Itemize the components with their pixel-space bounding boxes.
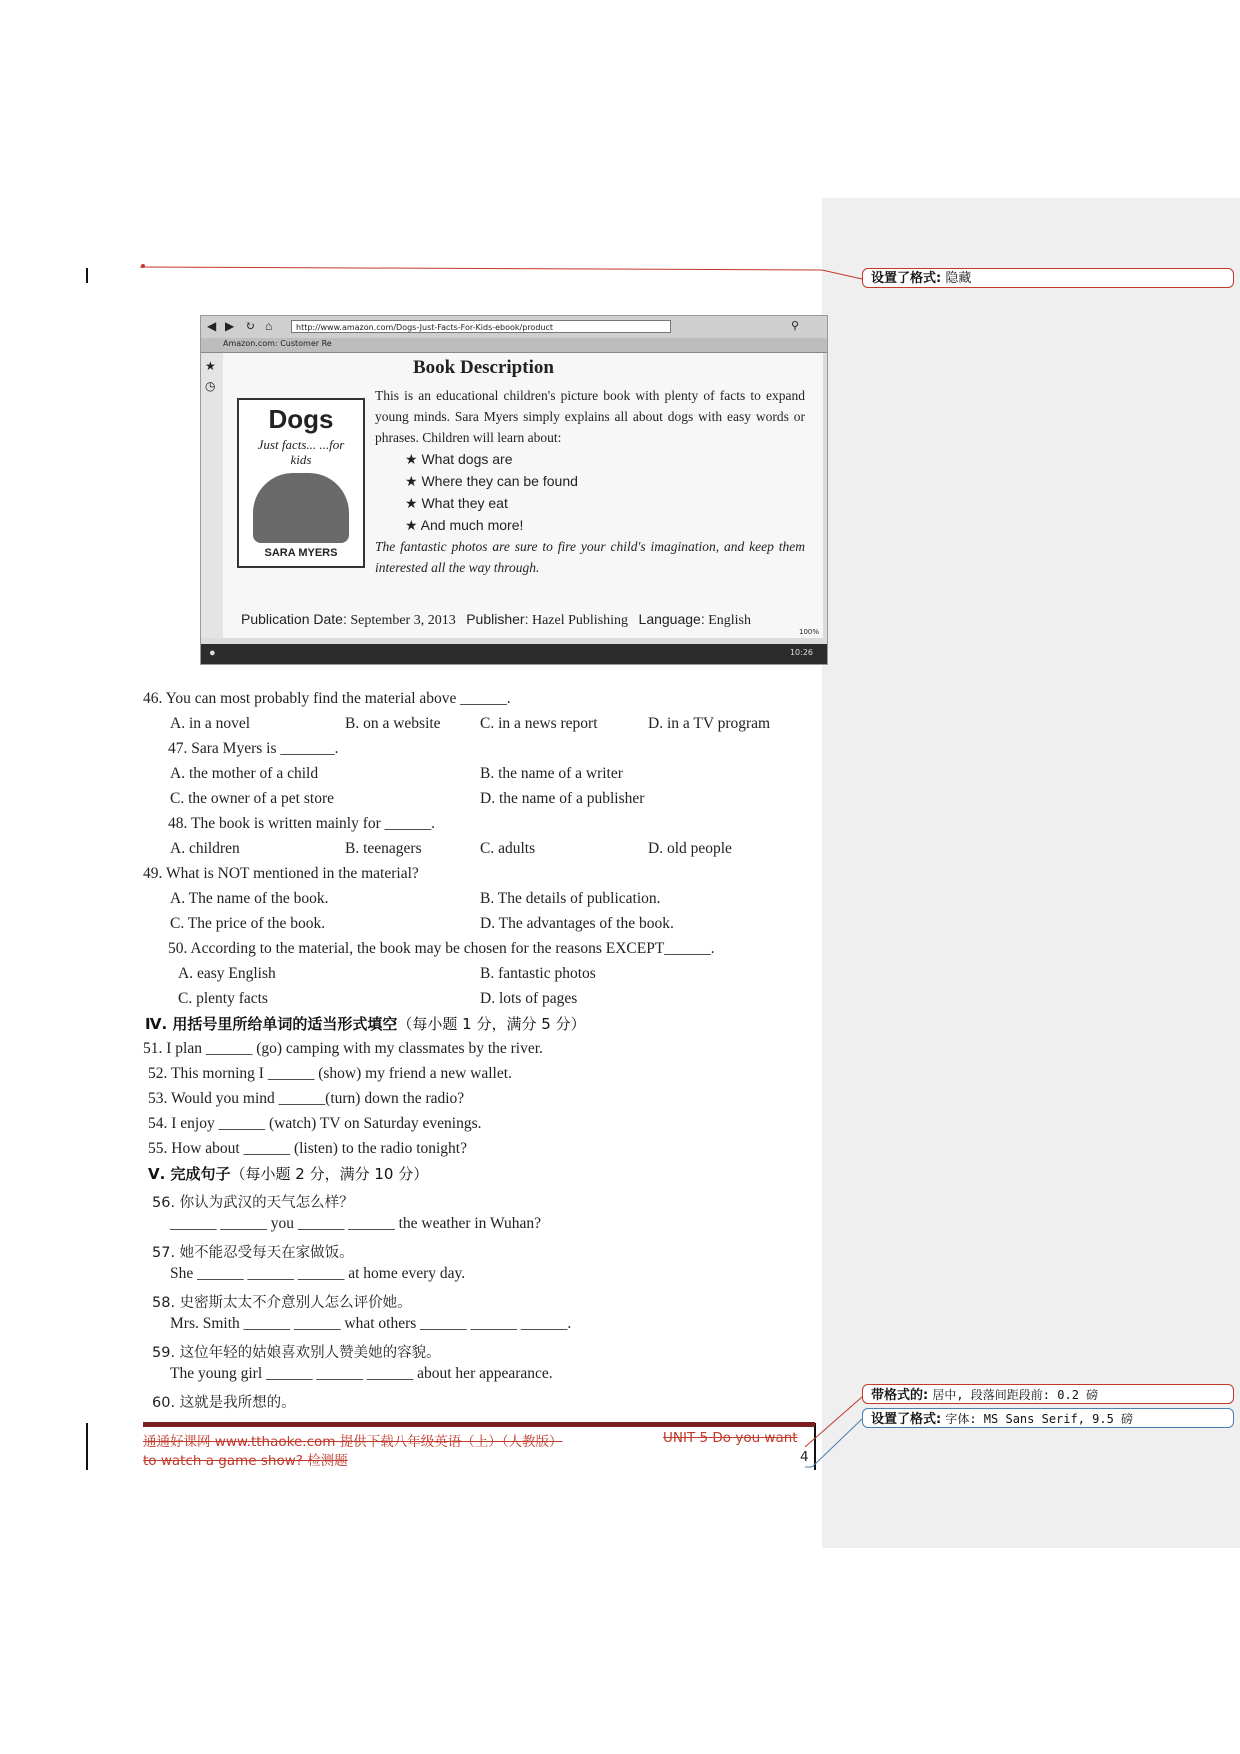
q48-option-a: A. children xyxy=(170,840,240,857)
sentence-59-chinese: 59. 这位年轻的姑娘喜欢别人赞美她的容貌。 xyxy=(152,1345,441,1361)
comment-leader-1b xyxy=(822,270,862,279)
clock: 10:26 xyxy=(789,648,813,657)
comment-balloon-hidden[interactable] xyxy=(862,268,1234,288)
fill-item: 51. I plan ______ (go) camping with my classmates by the river. xyxy=(143,1040,543,1057)
comment-label: 设置了格式: xyxy=(871,271,942,286)
search-icon: ⚲ xyxy=(791,320,800,332)
q50-option-b: B. fantastic photos xyxy=(480,965,596,982)
browser-toolbar xyxy=(201,316,827,339)
home-icon: ⌂ xyxy=(265,319,273,333)
q48-option-c: C. adults xyxy=(480,840,536,857)
bullet-item: ★ And much more! xyxy=(405,517,524,533)
zoom-level: 100% xyxy=(798,628,819,636)
os-taskbar xyxy=(201,644,827,664)
footer-link-line2[interactable]: to watch a game show? 检测题 xyxy=(143,1453,348,1469)
cover-author: SARA MYERS xyxy=(264,547,338,559)
cover-subtitle: Just facts... ...for kids xyxy=(257,437,345,467)
sentence-58-chinese: 58. 史密斯太太不介意别人怎么评价她。 xyxy=(152,1295,412,1311)
web-page-content xyxy=(223,353,823,638)
bullet-item: ★ What dogs are xyxy=(405,451,513,467)
q47-option-d: D. the name of a publisher xyxy=(480,790,645,807)
question-47-stem: 47. Sara Myers is _______. xyxy=(168,740,339,757)
q46-option-b: B. on a website xyxy=(345,715,441,732)
page-number: 4 xyxy=(800,1449,809,1465)
tab-label: Amazon.com: Customer Re xyxy=(223,339,332,348)
history-icon: ◷ xyxy=(205,379,216,393)
q49-option-d: D. The advantages of the book. xyxy=(480,915,674,932)
start-icon: ● xyxy=(209,647,216,659)
section-4-heading: Ⅳ. 用括号里所给单词的适当形式填空（每小题 1 分，满分 5 分） xyxy=(145,1015,586,1033)
comment-balloon-font[interactable] xyxy=(862,1408,1234,1428)
q49-option-a: A. The name of the book. xyxy=(170,890,329,907)
comment-text: 字体: MS Sans Serif, 9.5 磅 xyxy=(945,1412,1134,1426)
q46-option-c: C. in a news report xyxy=(480,715,598,732)
bullet-item: ★ What they eat xyxy=(405,495,508,511)
comment-balloon-centered[interactable] xyxy=(862,1384,1234,1404)
q49-option-b: B. The details of publication. xyxy=(480,890,661,907)
anchor-dot-1 xyxy=(141,264,145,268)
q50-option-c: C. plenty facts xyxy=(178,990,268,1007)
fill-item: 52. This morning I ______ (show) my friend a new wallet. xyxy=(148,1065,512,1082)
sentence-57-chinese: 57. 她不能忍受每天在家做饭。 xyxy=(152,1245,354,1261)
tab-bar xyxy=(201,338,827,353)
question-49-stem: 49. What is NOT mentioned in the material? xyxy=(143,865,419,882)
book-cover xyxy=(237,398,365,568)
forward-icon: ▶ xyxy=(225,319,235,333)
sentence-57-english: She ______ ______ ______ at home every day. xyxy=(170,1265,466,1282)
section-5-heading: Ⅴ. 完成句子（每小题 2 分，满分 10 分） xyxy=(148,1165,429,1183)
q50-option-a: A. easy English xyxy=(178,965,276,982)
q47-option-a: A. the mother of a child xyxy=(170,765,319,782)
question-46-stem: 46. You can most probably find the material above ______. xyxy=(143,690,511,707)
bullet-item: ★ Where they can be found xyxy=(405,473,578,489)
sentence-56-english: ______ ______ you ______ ______ the weather in Wuhan? xyxy=(170,1215,542,1232)
question-48-stem: 48. The book is written mainly for ______. xyxy=(168,815,436,832)
description-intro: This is an educational children's picture book with plenty of facts to expand young minds. Sara Myers simply explains all about dogs with easy words or phrases. Children will learn about: xyxy=(375,388,805,445)
question-50-stem: 50. According to the material, the book may be chosen for the reasons EXCEPT______. xyxy=(168,940,715,957)
refresh-icon: ↻ xyxy=(245,319,256,333)
q48-option-b: B. teenagers xyxy=(345,840,422,857)
q47-option-b: B. the name of a writer xyxy=(480,765,623,782)
footer-unit-title[interactable]: UNIT 5 Do you want xyxy=(663,1430,798,1446)
book-description-screenshot xyxy=(200,315,828,665)
q46-option-a: A. in a novel xyxy=(170,715,251,732)
description-text xyxy=(375,385,805,578)
q49-option-c: C. The price of the book. xyxy=(170,915,326,932)
browser-side-rail xyxy=(201,353,224,638)
back-icon: ◀ xyxy=(207,319,217,333)
comment-leader-1 xyxy=(140,267,822,270)
q50-option-d: D. lots of pages xyxy=(480,990,578,1007)
url-bar: http://www.amazon.com/Dogs-Just-Facts-For-Kids-ebook/product xyxy=(291,320,671,333)
description-closing: The fantastic photos are sure to fire your child's imagination, and keep them interested all the way through. xyxy=(375,539,805,575)
q47-option-c: C. the owner of a pet store xyxy=(170,790,334,807)
book-description-heading: Book Description xyxy=(413,357,554,378)
comment-leader-3 xyxy=(812,1419,862,1467)
publication-info: Publication Date: September 3, 2013 Publisher: Hazel Publishing Language: English xyxy=(241,611,751,628)
dog-photo xyxy=(253,473,349,543)
sentence-60-chinese: 60. 这就是我所想的。 xyxy=(152,1395,296,1411)
sentence-58-english: Mrs. Smith ______ ______ what others ______ ______ ______. xyxy=(170,1315,572,1332)
sentence-56-chinese: 56. 你认为武汉的天气怎么样？ xyxy=(152,1195,354,1211)
comment-text: 隐藏 xyxy=(945,271,972,286)
comment-label: 带格式的: xyxy=(871,1388,929,1403)
star-icon: ★ xyxy=(205,359,216,373)
sentence-59-english: The young girl ______ ______ ______ about her appearance. xyxy=(170,1365,553,1382)
fill-item: 54. I enjoy ______ (watch) TV on Saturday evenings. xyxy=(148,1115,482,1132)
footer-rule xyxy=(143,1422,815,1427)
cover-title: Dogs xyxy=(268,404,334,434)
fill-item: 53. Would you mind ______(turn) down the radio? xyxy=(148,1090,465,1107)
q48-option-d: D. old people xyxy=(648,840,732,857)
footer-link-line1[interactable]: 通通好课网 www.tthaoke.com 提供下载八年级英语（上）（人教版） xyxy=(143,1434,563,1450)
comment-text: 居中, 段落间距段前: 0.2 磅 xyxy=(932,1388,1099,1402)
comment-label: 设置了格式: xyxy=(871,1412,942,1427)
q46-option-d: D. in a TV program xyxy=(648,715,771,732)
fill-item: 55. How about ______ (listen) to the radio tonight? xyxy=(148,1140,467,1157)
